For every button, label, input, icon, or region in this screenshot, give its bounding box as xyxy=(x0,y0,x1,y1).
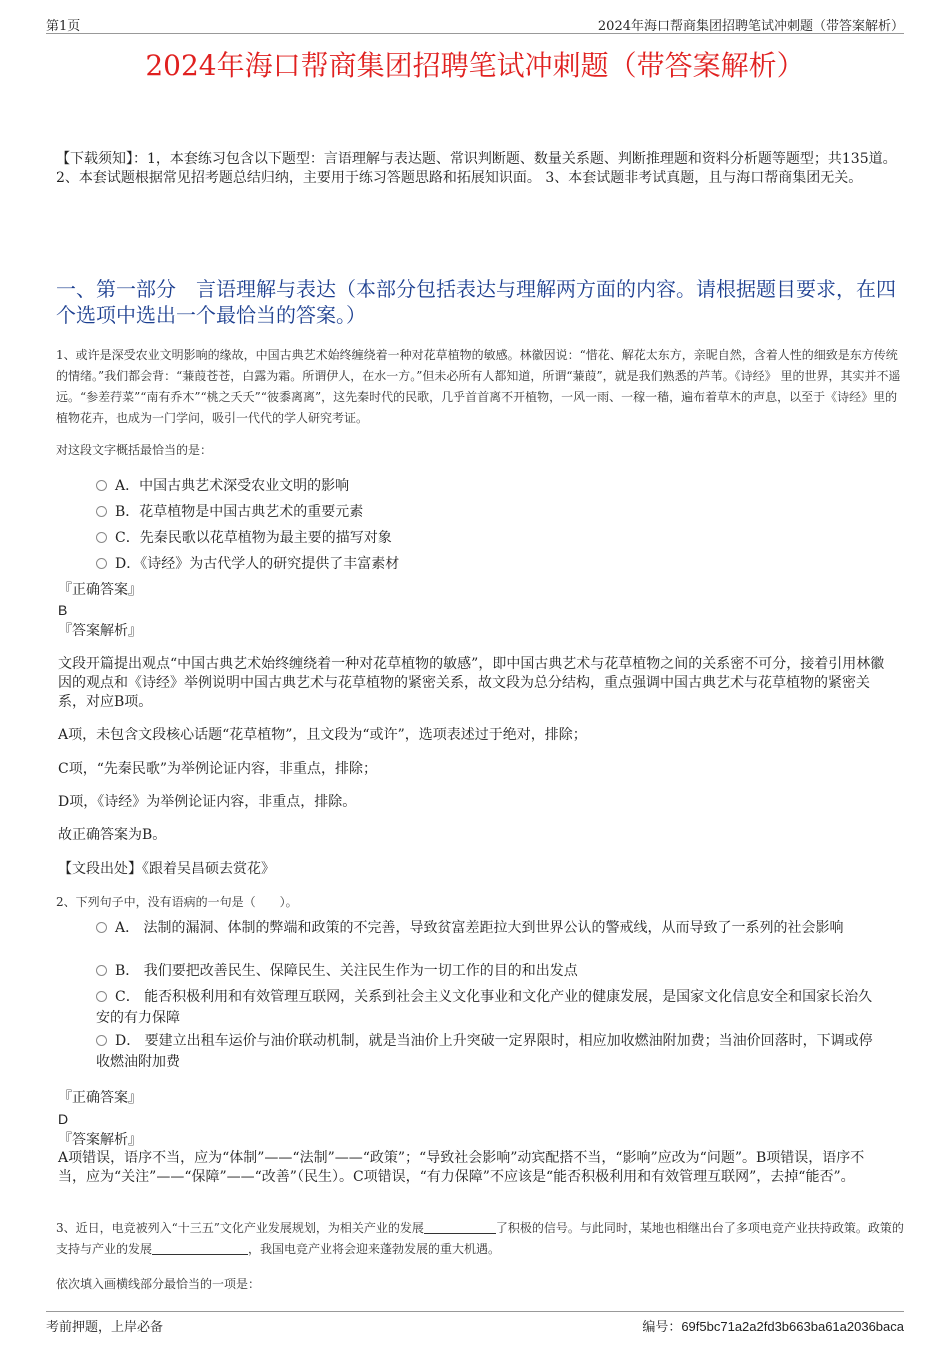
q1-note-c: C项，“先秦民歌”为举例论证内容，非重点，排除； xyxy=(58,761,378,777)
header-doc-title: 2024年海口帮商集团招聘笔试冲刺题（带答案解析） xyxy=(597,19,904,34)
q2-answer-label: 『正确答案』 xyxy=(58,1090,142,1106)
page-number: 第1页 xyxy=(46,19,81,34)
radio-icon[interactable] xyxy=(96,532,107,543)
radio-icon[interactable] xyxy=(96,1035,107,1046)
q2-option-b[interactable]: B． 我们要把改善民生、保障民生、关注民生作为一切工作的目的和出发点 xyxy=(96,961,886,982)
radio-icon[interactable] xyxy=(96,991,107,1002)
q2-stem: 2、下列句子中，没有语病的一句是（ ）。 xyxy=(56,895,298,909)
radio-icon[interactable] xyxy=(96,922,107,933)
radio-icon[interactable] xyxy=(96,558,107,569)
q2-option-a[interactable]: A． 法制的漏洞、体制的弊端和政策的不完善，导致贫富差距拉大到世界公认的警戒线，从而导致了一系列的社会影响 xyxy=(96,918,886,939)
q1-analysis-label: 『答案解析』 xyxy=(58,623,142,639)
q1-note-d: D项，《诗经》为举例论证内容，非重点，排除。 xyxy=(58,794,357,810)
q2-answer: D xyxy=(58,1111,69,1127)
q1-option-a[interactable]: A．中国古典艺术深受农业文明的影响 xyxy=(96,476,886,497)
page-header xyxy=(46,13,904,34)
q1-stem: 1、或许是深受农业文明影响的缘故，中国古典艺术始终缠绕着一种对花草植物的敏感。林徽因说：“惜花、解花太东方，亲昵自然，含着人性的细致是东方传统的情绪。”我们都会背：“蒹葭苍苍，白露为霜。所谓伊人，在水一方。”但未必所有人都知道，所谓“蒹葭”，就是我们熟悉的芦苇。《诗经》 里的世界，其实并不遥远。“参差荇菜”“南有乔木”“桃之夭夭”“彼黍离离”，这先秦时代的民歌，几乎首首离不开植物，一风一雨、一稼一穑，遍布着草木的声息，以至于《诗经》里的植物花卉，也成为一门学问，吸引一代代的学人研究考证。 xyxy=(56,348,901,425)
page-footer xyxy=(46,1311,904,1336)
q2-option-d[interactable]: D． 要建立出租车运价与油价联动机制，就是当油价上升突破一定界限时，相应加收燃油附加费；当油价回落时，下调或停收燃油附加费 xyxy=(96,1033,873,1070)
q1-answer-label: 『正确答案』 xyxy=(58,582,142,598)
q3-stem: 3、近日，电竞被列入“十三五”文化产业发展规划，为相关产业的发展 了积极的信号。与此同时，某地也相继出台了多项电竞产业扶持政策。政策的支持与产业的发展 ，我国电竞产业将会迎来蓬勃发展的重大机遇。 xyxy=(56,1221,904,1256)
q1-analysis: 文段开篇提出观点“中国古典艺术始终缠绕着一种对花草植物的敏感”，即中国古典艺术与花草植物之间的关系密不可分，接着引用林徽因的观点和《诗经》举例说明中国古典艺术与花草植物的紧密关系，故文段为总分结构，重点强调中国古典艺术与花草植物的紧密关系，对应B项。 xyxy=(58,656,885,710)
q2-analysis: A项错误，语序不当，应为“体制”——“法制”——“政策”；“导致社会影响”动宾配搭不当，“影响”应改为“问题”。B项错误，语序不当，应为“关注”——“保障”——“改善”（民生）。C项错误，“有力保障”不应该是“能否积极利用和有效管理互联网”，去掉“能否”。 xyxy=(58,1150,865,1185)
document-title: 2024年海口帮商集团招聘笔试冲刺题（带答案解析） xyxy=(145,49,805,82)
q3-blank-1[interactable] xyxy=(424,1233,496,1234)
q1-option-b[interactable]: B．花草植物是中国古典艺术的重要元素 xyxy=(96,502,886,523)
radio-icon[interactable] xyxy=(96,506,107,517)
q1-prompt: 对这段文字概括最恰当的是： xyxy=(56,443,213,457)
footer-slogan: 考前押题，上岸必备 xyxy=(46,1320,164,1335)
q1-source: 【文段出处】《跟着吴昌硕去赏花》 xyxy=(58,861,275,877)
q1-note-a: A项，未包含文段核心话题“花草植物”，且文段为“或许”，选项表述过于绝对，排除； xyxy=(58,727,587,743)
q1-option-c[interactable]: C．先秦民歌以花草植物为最主要的描写对象 xyxy=(96,528,886,549)
q1-answer: B xyxy=(58,602,68,618)
download-notice: 【下载须知】：1，本套练习包含以下题型：言语理解与表达题、常识判断题、数量关系题、判断推理题和资料分析题等题型；共135道。 2、本套试题根据常见招考题总结归纳，主要用于练习答题思路和拓展知识面。 3、本套试题非考试真题，且与海口帮商集团无关。 xyxy=(56,151,897,186)
q3-blank-2[interactable] xyxy=(152,1254,248,1255)
radio-icon[interactable] xyxy=(96,965,107,976)
radio-icon[interactable] xyxy=(96,480,107,491)
section-heading: 一、第一部分 言语理解与表达（本部分包括表达与理解两方面的内容。请根据题目要求，在四个选项中选出一个最恰当的答案。） xyxy=(56,277,896,327)
q3-prompt: 依次填入画横线部分最恰当的一项是： xyxy=(56,1277,261,1291)
q1-option-d[interactable]: D．《诗经》为古代学人的研究提供了丰富素材 xyxy=(96,554,886,575)
footer-code: 编号：69f5bc71a2a2fd3b663ba61a2036baca xyxy=(642,1319,904,1335)
q2-analysis-label: 『答案解析』 xyxy=(58,1132,142,1148)
q1-conclusion: 故正确答案为B。 xyxy=(58,827,167,843)
q2-option-c[interactable]: C． 能否积极利用和有效管理互联网，关系到社会主义文化事业和文化产业的健康发展，是国家文化信息安全和国家长治久安的有力保障 xyxy=(96,989,873,1026)
